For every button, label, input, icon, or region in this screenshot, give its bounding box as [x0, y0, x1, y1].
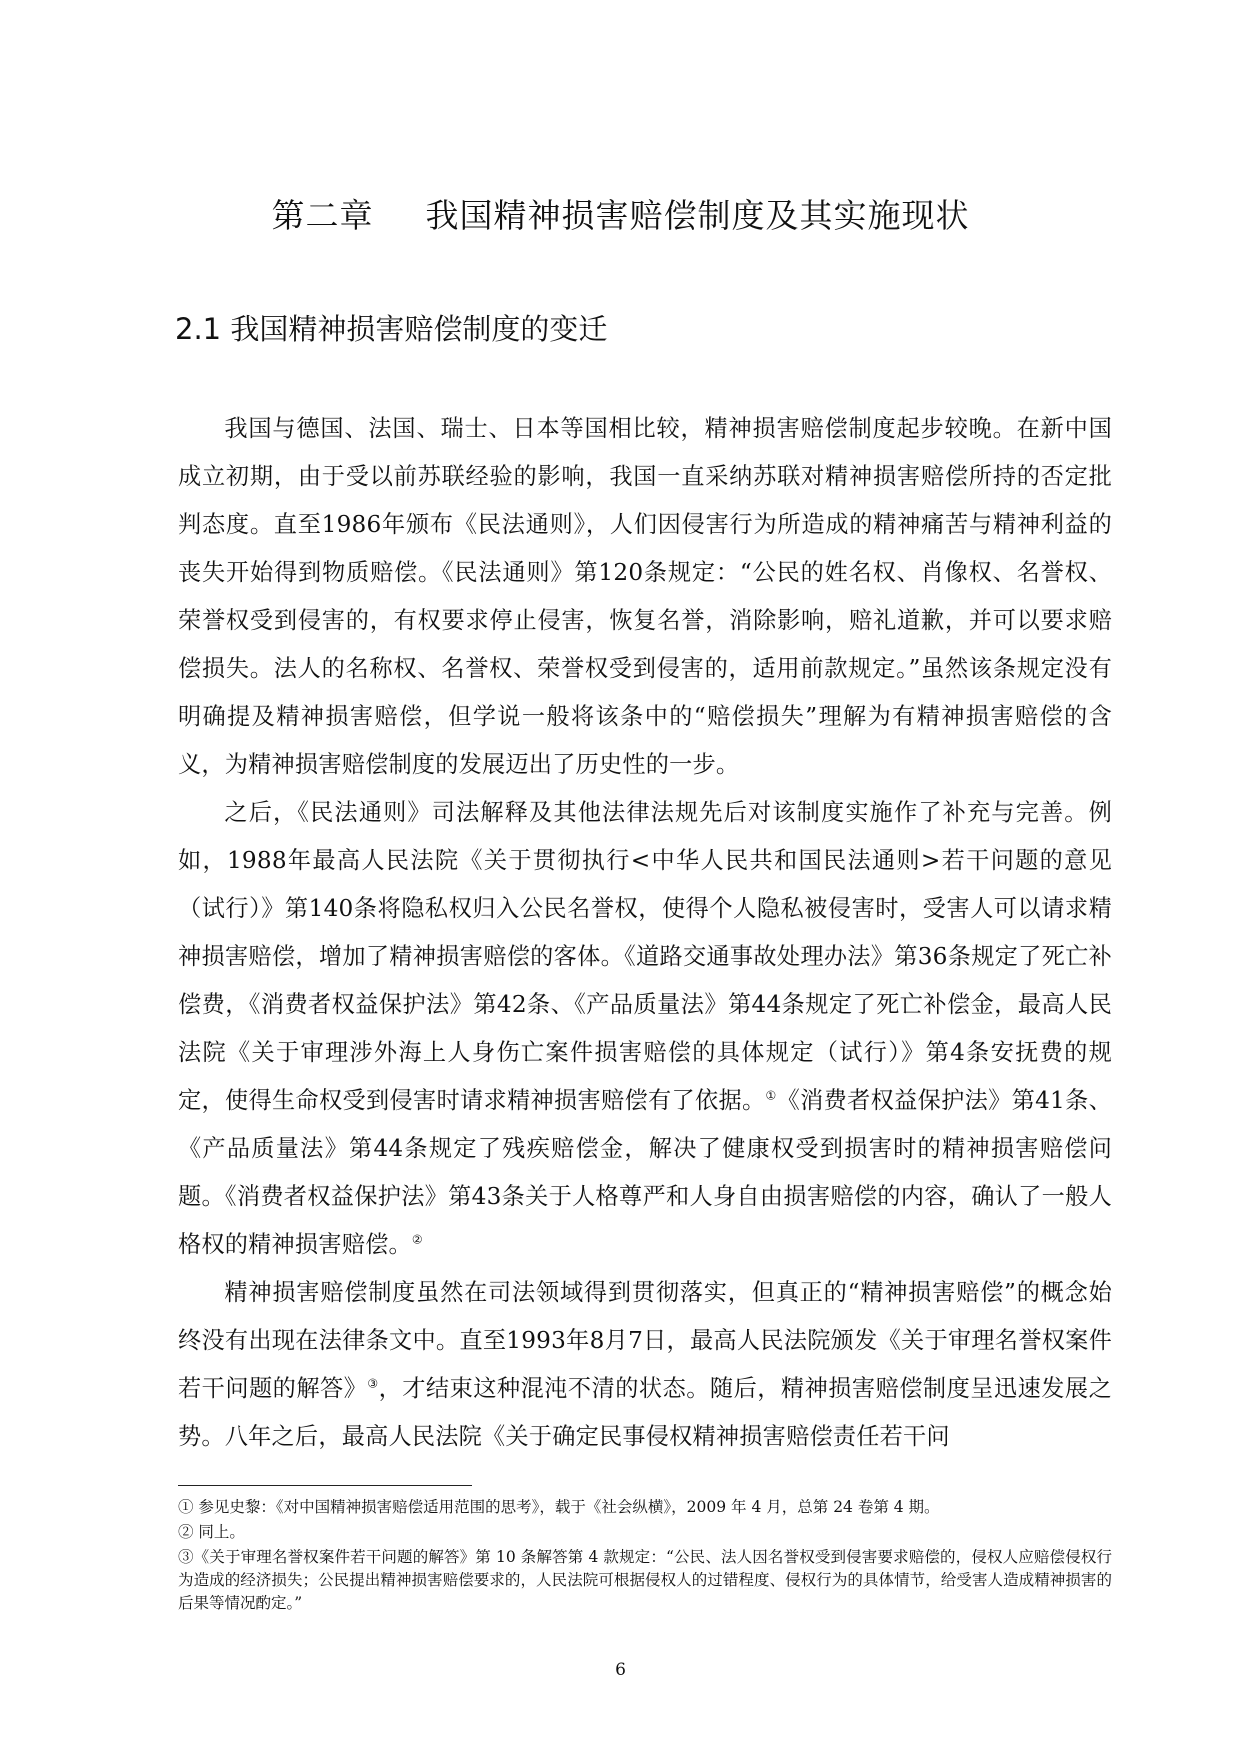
footnotes: [178, 1496, 1112, 1617]
page-number: 6: [615, 1660, 626, 1680]
footnote-1: ① 参见史黎：《对中国精神损害赔偿适用范围的思考》，载于《社会纵横》，2009 年 4 月，总第 24 卷第 4 期。: [178, 1498, 940, 1516]
paragraph-3-text-a: 精神损害赔偿制度虽然在司法领域得到贯彻落实，但真正的“精神损害赔偿”的概念始终没有出现在法律条文中。直至1993年8月7日，最高人民法院颁发《关于审理名誉权案件若干问题的解答》: [178, 1279, 1112, 1402]
footnote-3: ③《关于审理名誉权案件若干问题的解答》第 10 条解答第 4 款规定：“公民、法人因名誉权受到侵害要求赔偿的，侵权人应赔偿侵权行为造成的经济损失；公民提出精神损害赔偿要求的，人民法院可根据侵权人的过错程度、侵权行为的具体情节，给受害人造成精神损害的后果等情况酌定。”: [178, 1548, 1112, 1612]
paragraph-1-text: 我国与德国、法国、瑞士、日本等国相比较，精神损害赔偿制度起步较晚。在新中国成立初期，由于受以前苏联经验的影响，我国一直采纳苏联对精神损害赔偿所持的否定批判态度。直至1986年颁布《民法通则》，人们因侵害行为所造成的精神痛苦与精神利益的丧失开始得到物质赔偿。《民法通则》第120条规定：“公民的姓名权、肖像权、名誉权、荣誉权受到侵害的，有权要求停止侵害，恢复名誉，消除影响，赔礼道歉，并可以要求赔偿损失。法人的名称权、名誉权、荣誉权受到侵害的，适用前款规定。”虽然该条规定没有明确提及精神损害赔偿，但学说一般将该条中的“赔偿损失”理解为有精神损害赔偿的含义，为精神损害赔偿制度的发展迈出了历史性的一步。: [178, 415, 1112, 778]
paragraph-3-text-b: ，才结束这种混沌不清的状态。随后，精神损害赔偿制度呈迅速发展之势。八年之后，最高人民法院《关于确定民事侵权精神损害赔偿责任若干问: [178, 1375, 1112, 1450]
paragraph-1: [178, 405, 1112, 789]
chapter-number: 第二章: [271, 196, 374, 235]
paragraph-2: [178, 789, 1112, 1269]
body-text: [178, 405, 1112, 1461]
footnote-ref-3[interactable]: ③: [367, 1376, 379, 1391]
footnote-ref-2[interactable]: ②: [411, 1232, 423, 1247]
chapter-title: [0, 190, 1241, 237]
paragraph-2-text-b: 《消费者权益保护法》第41条、《产品质量法》第44条规定了残疾赔偿金，解决了健康权受到损害时的精神损害赔偿问题。《消费者权益保护法》第43条关于人格尊严和人身自由损害赔偿的内容，确认了一般人格权的精神损害赔偿。: [178, 1087, 1112, 1258]
footnote-divider: [178, 1485, 472, 1486]
footnote-ref-1[interactable]: ①: [765, 1088, 777, 1103]
chapter-title-text: 我国精神损害赔偿制度及其实施现状: [425, 196, 970, 235]
paragraph-2-text-a: 之后，《民法通则》司法解释及其他法律法规先后对该制度实施作了补充与完善。例如，1988年最高人民法院《关于贯彻执行<中华人民共和国民法通则>若干问题的意见（试行）》第140条将隐私权归入公民名誉权，使得个人隐私被侵害时，受害人可以请求精神损害赔偿，增加了精神损害赔偿的客体。《道路交通事故处理办法》第36条规定了死亡补偿费，《消费者权益保护法》第42条、《产品质量法》第44条规定了死亡补偿金，最高人民法院《关于审理涉外海上人身伤亡案件损害赔偿的具体规定（试行）》第4条安抚费的规定，使得生命权受到侵害时请求精神损害赔偿有了依据。: [178, 799, 1112, 1114]
section-title: 2.1 我国精神损害赔偿制度的变迁: [175, 312, 608, 346]
paragraph-3: [178, 1269, 1112, 1461]
footnote-2: ② 同上。: [178, 1523, 245, 1541]
